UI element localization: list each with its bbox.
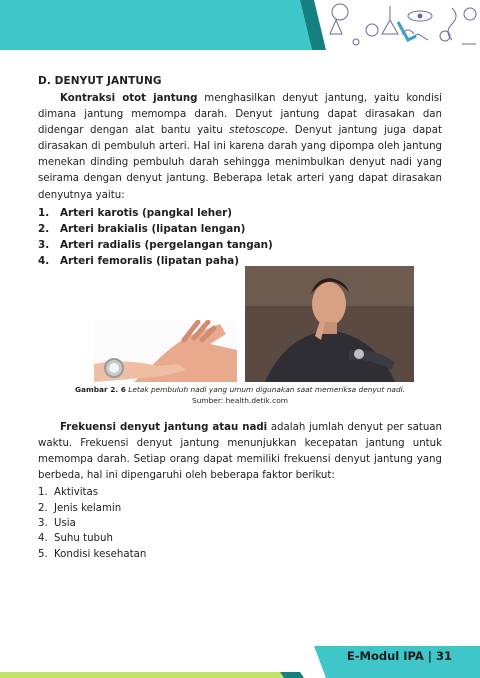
intro-text-1: menghasilkan denyut jantung, yaitu kondisi dimana jantung memompa darah. Denyut jantung dapat dirasakan dan didengar dengan alat bantu yaitu: [38, 93, 442, 137]
figure-label: Gambar 2. 6: [74, 385, 126, 394]
wrist-pulse-photo: [94, 320, 237, 382]
list-number: 1.: [38, 206, 50, 219]
list-number: 2.: [38, 222, 50, 235]
main-content: [38, 74, 442, 269]
list-text: Arteri femoralis (lipatan paha): [60, 255, 239, 268]
list-text: Arteri brakialis (lipatan lengan): [60, 222, 246, 235]
intro-emph: stetoscope: [229, 125, 285, 137]
list-item: [38, 237, 442, 253]
list-number: 4.: [38, 533, 48, 545]
list-item: [38, 501, 442, 516]
list-item: [38, 516, 442, 531]
page-number: E-Modul IPA | 31: [346, 649, 452, 663]
list-text: Suhu tubuh: [54, 533, 113, 545]
list-text: Kondisi kesehatan: [54, 548, 147, 560]
list-text: Arteri karotis (pangkal leher): [60, 206, 233, 219]
list-item: [38, 547, 442, 562]
frekuensi-paragraph: [38, 420, 442, 484]
frekuensi-section: [38, 420, 442, 562]
figure-caption-text: Letak pembuluh nadi yang umum digunakan saat memeriksa denyut nadi.: [125, 385, 406, 394]
section-title: D. DENYUT JANTUNG: [38, 75, 162, 87]
list-number: 3.: [38, 239, 50, 252]
list-number: 3.: [38, 517, 48, 529]
frekuensi-lead: Frekuensi denyut jantung atau nadi: [60, 422, 268, 433]
list-number: 1.: [38, 487, 48, 499]
list-text: Arteri radialis (pergelangan tangan): [60, 239, 273, 252]
list-item: [38, 205, 442, 221]
header-banner: [0, 0, 480, 50]
frekuensi-text: adalah jumlah denyut per satuan waktu. Frekuensi denyut jantung menunjukkan kecepatan jantung untuk memompa darah. Setiap orang dapat memiliki frekuensi denyut jantung yang berbeda, hal ini dipengaruhi oleh beberapa faktor berikut:: [38, 422, 442, 482]
faktor-list: [38, 485, 442, 561]
figure-source: Sumber: health.detik.com: [192, 395, 288, 405]
list-number: 2.: [38, 502, 48, 514]
list-item: [38, 221, 442, 237]
list-item: [38, 531, 442, 546]
list-number: 4.: [38, 255, 50, 268]
list-item: [38, 485, 442, 500]
list-number: 5.: [38, 548, 48, 560]
figure-images: [94, 266, 414, 382]
figure-caption: [30, 385, 450, 406]
intro-text-2: . Denyut jantung juga dapat dirasakan di pembuluh arteri. Hal ini karena darah yang dipompa oleh jantung menekan dinding pembuluh darah sehingga menimbulkan denyut nadi yang seirama dengan denyut jantung. Beberapa letak arteri yang dapat dirasakan denyutnya yaitu:: [38, 125, 442, 201]
list-text: Aktivitas: [54, 487, 99, 499]
list-text: Jenis kelamin: [54, 502, 122, 514]
intro-paragraph: [38, 91, 442, 204]
arteri-list: [38, 205, 442, 270]
neck-pulse-photo: [245, 266, 414, 382]
intro-lead: Kontraksi otot jantung: [60, 93, 198, 104]
list-text: Usia: [54, 517, 76, 529]
